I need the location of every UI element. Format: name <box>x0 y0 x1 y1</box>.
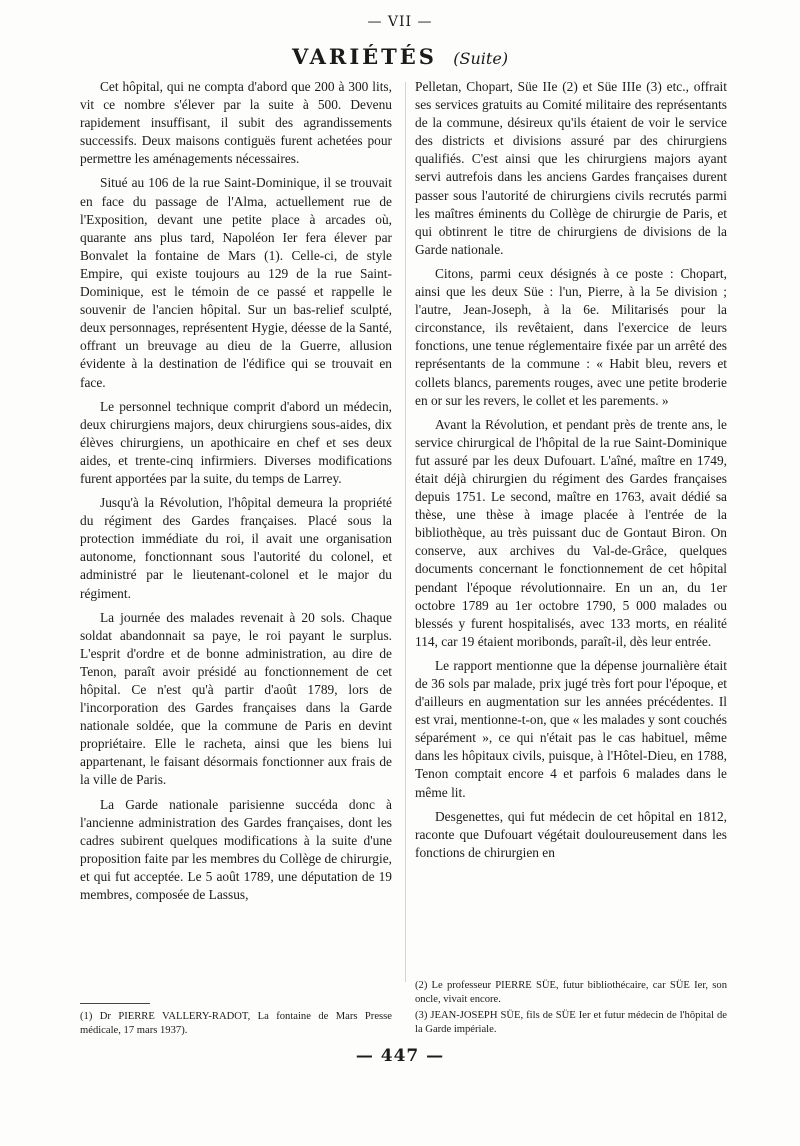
section-title-text: VARIÉTÉS <box>291 44 437 69</box>
right-column <box>415 78 727 868</box>
footnote: (3) JEAN-JOSEPH SÜE, fils de SÜE Ier et futur médecin de l'hôpital de la Garde impériale. <box>415 1010 727 1035</box>
paragraph: Citons, parmi ceux désignés à ce poste : Chopart, ainsi que les deux Süe : l'un, Pierre, à la 5e division ; l'autre, Jean-Joseph, à la 6e. Militarisés pour la circonstance, ils revêtaient, dans l'exercice de leurs fonctions, une tenue réglementaire fixée par un arrêté des représentants de la commune : « Habit bleu, revers et collets blancs, parements rouges, avec une petite broderie en or sur les revers, le collet et les parements. » <box>415 265 727 408</box>
paragraph: Le rapport mentionne que la dépense journalière était de 36 sols par malade, prix jugé très fort pour l'époque, et d'ailleurs en augmentation sur les années précédentes. Il est vrai, mentionne-t-on, que « les malades y sont couchés séparément », ce qui n'était pas le cas habituel, même dans les hôpitaux civils, puisque, à l'Hôtel-Dieu, en 1788, Tenon comptait encore 4 et parfois 6 malades dans le même lit. <box>415 657 727 800</box>
paragraph: Jusqu'à la Révolution, l'hôpital demeura la propriété du régiment des Gardes françaises. Placé sous la protection immédiate du roi, il avait une organisation autonome, fonctionnant sous l'autorité du colonel, et administré par le lieutenant-colonel et le major du régiment. <box>80 495 392 601</box>
footnote-rule <box>80 1003 150 1004</box>
paragraph: Desgenettes, qui fut médecin de cet hôpital en 1812, raconte que Dufouart végétait douloureusement dans les fonctions de chirurgien en <box>415 808 727 860</box>
footnotes-right <box>415 979 727 1039</box>
paragraph: La Garde nationale parisienne succéda donc à l'ancienne administration des Gardes françaises, dont les cadres subirent quelques modifications à la suite d'une proposition faite par les membres du Collège de chirurgie, et qui fut acceptée. Le 5 août 1789, une députation de 19 membres, composée de Lassus, <box>80 796 392 903</box>
left-column <box>80 78 392 910</box>
section-title <box>0 44 800 69</box>
paragraph: Situé au 106 de la rue Saint-Dominique, il se trouvait en face du passage de l'Alma, actuellement rue de l'Exposition, devant une petite place à arcades où, quarante ans plus tard, Napoléon Ier fera élever par Bonvalet la fontaine de Mars (1). Celle-ci, de style Empire, qui existe toujours au 129 de la rue Saint-Dominique, est le témoin de ce passé et rappelle le souvenir de l'ancien hôpital. Sur un bas-relief sculpté, deux personnages, représentent Hygie, déesse de la Santé, offrant un breuvage au dieu de la Guerre, allusion évidente à la destination de l'édifice qui se trouvait en face. <box>80 175 392 390</box>
section-subtitle: (Suite) <box>453 49 509 68</box>
column-divider <box>405 82 406 982</box>
footnotes-left <box>80 995 392 1040</box>
paragraph: Pelletan, Chopart, Süe IIe (2) et Süe IIIe (3) etc., offrait ses services gratuits au Comité militaire des représentants de la commune, désireux qu'ils étaient de voir le service des districts et divisions assuré par des chirurgiens qualifiés. C'est ainsi que les chirurgiens majors ayant servi autrefois dans les anciens Gardes françaises durent passer sous l'autorité de chirurgiens civils recrutés parmi les maîtres éminents du Collège de chirurgie de Paris, et qui obtinrent le titre de chirurgiens de divisions de la Garde nationale. <box>415 79 727 257</box>
page-number: — 447 — <box>355 1046 445 1066</box>
paragraph: Cet hôpital, qui ne compta d'abord que 200 à 300 lits, vit ce nombre s'élever par la suite à 500. Devenu rapidement insuffisant, il subit des agrandissements successifs. Deux maisons contiguës furent achetées pour permettre les aménagements nécessaires. <box>80 79 392 167</box>
paragraph: Le personnel technique comprit d'abord un médecin, deux chirurgiens majors, deux chirurgiens sous-aides, dix élèves chirurgiens, un apothicaire en chef et ses deux aides, et trente-cinq infirmiers. Diverses modifications furent apportées par la suite, du temps de Larrey. <box>80 398 392 486</box>
footnote: (2) Le professeur PIERRE SÜE, futur bibliothécaire, car SÜE Ier, son oncle, vivait encore. <box>415 980 727 1005</box>
paragraph: La journée des malades revenait à 20 sols. Chaque soldat abandonnait sa paye, le roi payant le surplus. L'esprit d'ordre et de bonne administration, au dire de Tenon, paraît avoir présidé au fonctionnement de cet hôpital. Ce n'est qu'à partir d'août 1789, lors de l'incorporation des Gardes françaises dans la Garde nationale soldée, que la commune de Paris en devint propriétaire. Elle le racheta, ainsi que les biens lui appartenant, le faisant désormais fonctionner aux frais de la ville de Paris. <box>80 609 392 788</box>
paragraph: Avant la Révolution, et pendant près de trente ans, le service chirurgical de l'hôpital de la rue Saint-Dominique fut assuré par les deux Dufouart. L'aîné, maître en 1749, était déjà chirurgien du régiment des Gardes françaises depuis 1751. Le second, maître en 1763, avait dédié sa thèse, une thèse à image placée à l'entrée de la bibliothèque, au très puissant duc de Gontaut Biron. On conserve, aux archives du Val-de-Grâce, quelques documents concernant le fonctionnement de cet hôpital pendant l'époque révolutionnaire. En un an, du 1er octobre 1789 au 1er octobre 1790, 5 000 malades ou blessés y furent hospitalisés, avec 133 morts, en réalité 114, car 19 étaient moribonds, paraît-il, dès leur entrée. <box>415 416 727 649</box>
footnote: (1) Dr PIERRE VALLERY-RADOT, La fontaine de Mars Presse médicale, 17 mars 1937). <box>80 1011 392 1036</box>
roman-page-number: — VII — <box>367 14 433 30</box>
